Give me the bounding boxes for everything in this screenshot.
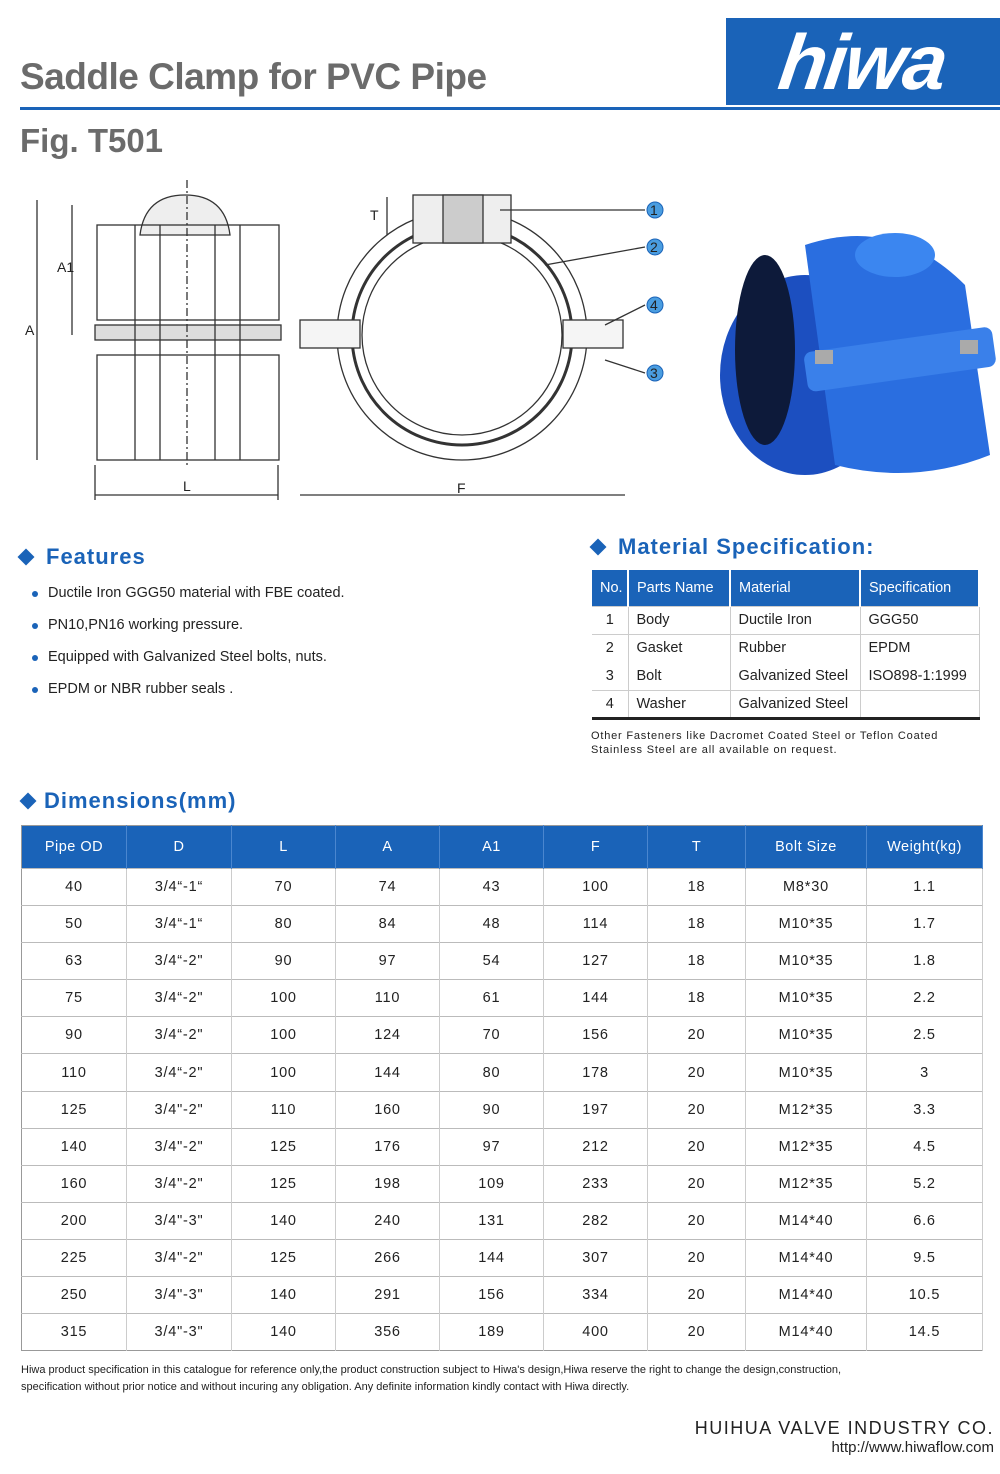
table-cell: 97 [336,943,440,980]
table-cell: 3/4“-2" [127,980,232,1017]
table-cell: 1.7 [867,906,983,943]
table-cell: 3/4“-2" [127,1017,232,1054]
table-cell: 50 [22,906,127,943]
column-header: Specification [860,570,979,606]
table-cell: 1 [592,606,628,634]
table-row [592,606,979,634]
column-header: Material [730,570,860,606]
table-cell: Washer [628,690,730,718]
column-header: Parts Name [628,570,730,606]
table-cell: M14*40 [746,1277,867,1314]
table-cell: 18 [648,943,746,980]
table-cell: 70 [232,869,336,906]
table-cell: 90 [22,1017,127,1054]
table-cell: 40 [22,869,127,906]
table-row [22,1202,983,1239]
dim-t-label: T [370,207,379,223]
table-cell: 197 [544,1091,648,1128]
table-cell: 2 [592,634,628,662]
table-cell: 124 [336,1017,440,1054]
table-cell: Gasket [628,634,730,662]
table-cell: 20 [648,1054,746,1091]
figure-label: Fig. T501 [20,122,164,159]
table-cell: 54 [440,943,544,980]
table-row [22,1017,983,1054]
table-cell: 20 [648,1202,746,1239]
table-cell: 140 [232,1202,336,1239]
table-cell: 48 [440,906,544,943]
table-row [22,1277,983,1314]
table-row [22,1091,983,1128]
table-cell: 356 [336,1314,440,1351]
table-row [592,690,979,718]
table-cell [860,690,979,718]
dimensions-heading: Dimensions(mm) [22,788,236,814]
bullet-icon [32,591,38,597]
table-cell: M14*40 [746,1202,867,1239]
table-cell: 20 [648,1314,746,1351]
column-header: Pipe OD [22,826,127,869]
table-cell: 3/4“-1“ [127,869,232,906]
table-cell: 109 [440,1165,544,1202]
table-cell: 20 [648,1277,746,1314]
diamond-bullet-icon [590,539,607,556]
table-cell: 3/4“-2" [127,943,232,980]
dim-a-label: A [25,322,35,338]
table-row [22,869,983,906]
table-cell: 6.6 [867,1202,983,1239]
table-cell: 3 [592,662,628,690]
table-cell: 140 [22,1128,127,1165]
callout-4: 4 [650,297,658,313]
table-cell: 266 [336,1239,440,1276]
table-cell: 3 [867,1054,983,1091]
callout-2: 2 [650,239,658,255]
table-cell: 315 [22,1314,127,1351]
table-cell: Galvanized Steel [730,690,860,718]
table-cell: 400 [544,1314,648,1351]
table-cell: 225 [22,1239,127,1276]
material-note: Other Fasteners like Dacromet Coated Steel or Teflon Coated Stainless Steel are all available on request. [591,730,939,756]
material-spec-heading: Material Specification: [592,534,875,560]
table-cell: 144 [336,1054,440,1091]
column-header: D [127,826,232,869]
table-cell: 140 [232,1314,336,1351]
table-cell: 125 [22,1091,127,1128]
table-cell: M8*30 [746,869,867,906]
table-cell: 114 [544,906,648,943]
table-cell: Ductile Iron [730,606,860,634]
company-name: HUIHUA VALVE INDUSTRY CO. [694,1418,994,1438]
table-cell: Bolt [628,662,730,690]
callouts [647,202,663,381]
table-row [22,1054,983,1091]
table-cell: 3/4"-2" [127,1128,232,1165]
side-view [37,180,281,500]
table-cell: 90 [232,943,336,980]
dim-a1-label: A1 [57,259,75,275]
title-rule [20,107,1000,110]
table-cell: 18 [648,869,746,906]
table-cell: 80 [440,1054,544,1091]
feature-item: Equipped with Galvanized Steel bolts, nuts. [32,649,345,681]
disclaimer: Hiwa product specification in this catalogue for reference only,the product construction subject to Hiwa's design,Hiwa reserve the right to change the design,construction, specification without prior notice and without incuring any obligation. Any definite information kindly contact with Hiwa directly. [21,1364,842,1393]
table-row [592,634,979,662]
table-cell: 212 [544,1128,648,1165]
callout-3: 3 [650,365,658,381]
column-header: Weight(kg) [867,826,983,869]
table-cell: M12*35 [746,1165,867,1202]
table-cell: 3/4"-3" [127,1202,232,1239]
table-cell: 131 [440,1202,544,1239]
callout-1: 1 [650,202,658,218]
table-cell: 4.5 [867,1128,983,1165]
table-cell: 97 [440,1128,544,1165]
table-cell: M12*35 [746,1091,867,1128]
table-cell: 160 [22,1165,127,1202]
table-cell: M12*35 [746,1128,867,1165]
table-cell: 3/4“-1“ [127,906,232,943]
column-header: Bolt Size [746,826,867,869]
table-cell: 4 [592,690,628,718]
table-cell: 9.5 [867,1239,983,1276]
table-cell: 2.5 [867,1017,983,1054]
table-cell: 233 [544,1165,648,1202]
column-header: L [232,826,336,869]
table-cell: 74 [336,869,440,906]
table-row [22,1314,983,1351]
table-cell: 100 [232,1017,336,1054]
feature-item: EPDM or NBR rubber seals . [32,681,345,713]
table-cell: 20 [648,1091,746,1128]
table-cell: 43 [440,869,544,906]
column-header: F [544,826,648,869]
table-cell: 198 [336,1165,440,1202]
table-cell: Rubber [730,634,860,662]
table-cell: 334 [544,1277,648,1314]
table-cell: 307 [544,1239,648,1276]
table-cell: 160 [336,1091,440,1128]
table-cell: M14*40 [746,1239,867,1276]
table-cell: 156 [440,1277,544,1314]
table-cell: ISO898-1:1999 [860,662,979,690]
diamond-bullet-icon [18,549,35,566]
column-header: T [648,826,746,869]
table-cell: 291 [336,1277,440,1314]
table-cell: 63 [22,943,127,980]
table-cell: 2.2 [867,980,983,1017]
technical-drawing [15,175,1000,505]
hiwa-logo: hiwa [726,18,1000,105]
table-cell: 3/4"-2" [127,1239,232,1276]
table-row [22,1239,983,1276]
section-view [300,195,645,495]
table-cell: M14*40 [746,1314,867,1351]
table-cell: 250 [22,1277,127,1314]
column-header: A1 [440,826,544,869]
table-cell: 20 [648,1128,746,1165]
features-list [32,585,345,713]
table-cell: 90 [440,1091,544,1128]
table-cell: M10*35 [746,943,867,980]
table-cell: 14.5 [867,1314,983,1351]
table-cell: 1.8 [867,943,983,980]
table-cell: 144 [440,1239,544,1276]
table-cell: 100 [232,980,336,1017]
table-cell: 176 [336,1128,440,1165]
table-cell: 3/4"-3" [127,1277,232,1314]
table-row [22,1165,983,1202]
table-row [22,943,983,980]
table-cell: 84 [336,906,440,943]
table-cell: 156 [544,1017,648,1054]
table-cell: M10*35 [746,1017,867,1054]
table-cell: 20 [648,1239,746,1276]
table-cell: 18 [648,980,746,1017]
dimensions-table [21,825,983,1351]
table-cell: 75 [22,980,127,1017]
table-cell: 3.3 [867,1091,983,1128]
table-cell: 140 [232,1277,336,1314]
table-cell: GGG50 [860,606,979,634]
feature-item: PN10,PN16 working pressure. [32,617,345,649]
table-cell: M10*35 [746,906,867,943]
page-title: Saddle Clamp for PVC Pipe [20,56,487,97]
feature-item: Ductile Iron GGG50 material with FBE coated. [32,585,345,617]
table-cell: 3/4"-2" [127,1091,232,1128]
material-spec-table [592,570,980,720]
table-cell: 80 [232,906,336,943]
table-cell: 61 [440,980,544,1017]
dim-f-label: F [457,480,466,496]
table-cell: EPDM [860,634,979,662]
table-cell: 110 [336,980,440,1017]
table-cell: Body [628,606,730,634]
table-cell: 3/4“-2" [127,1054,232,1091]
column-header: No. [592,570,628,606]
table-cell: 100 [232,1054,336,1091]
table-cell: Galvanized Steel [730,662,860,690]
table-cell: 3/4"-2" [127,1165,232,1202]
product-photo [720,233,997,475]
table-cell: 125 [232,1165,336,1202]
column-header: A [336,826,440,869]
table-row [592,662,979,690]
table-cell: 18 [648,906,746,943]
features-heading: Features [20,544,146,570]
table-cell: M10*35 [746,1054,867,1091]
table-cell: 189 [440,1314,544,1351]
table-cell: 125 [232,1128,336,1165]
company-url[interactable]: http://www.hiwaflow.com [831,1439,994,1456]
table-cell: 125 [232,1239,336,1276]
table-cell: M10*35 [746,980,867,1017]
table-cell: 70 [440,1017,544,1054]
table-row [22,980,983,1017]
table-row [22,1128,983,1165]
table-cell: 110 [232,1091,336,1128]
diamond-bullet-icon [20,793,37,810]
table-cell: 3/4"-3" [127,1314,232,1351]
bullet-icon [32,687,38,693]
table-cell: 178 [544,1054,648,1091]
table-cell: 144 [544,980,648,1017]
table-cell: 282 [544,1202,648,1239]
table-cell: 100 [544,869,648,906]
table-cell: 110 [22,1054,127,1091]
bullet-icon [32,655,38,661]
table-cell: 20 [648,1165,746,1202]
table-cell: 10.5 [867,1277,983,1314]
table-cell: 127 [544,943,648,980]
table-cell: 1.1 [867,869,983,906]
table-cell: 20 [648,1017,746,1054]
table-cell: 5.2 [867,1165,983,1202]
dim-l-label: L [183,478,191,494]
bullet-icon [32,623,38,629]
table-cell: 200 [22,1202,127,1239]
table-cell: 240 [336,1202,440,1239]
table-row [22,906,983,943]
